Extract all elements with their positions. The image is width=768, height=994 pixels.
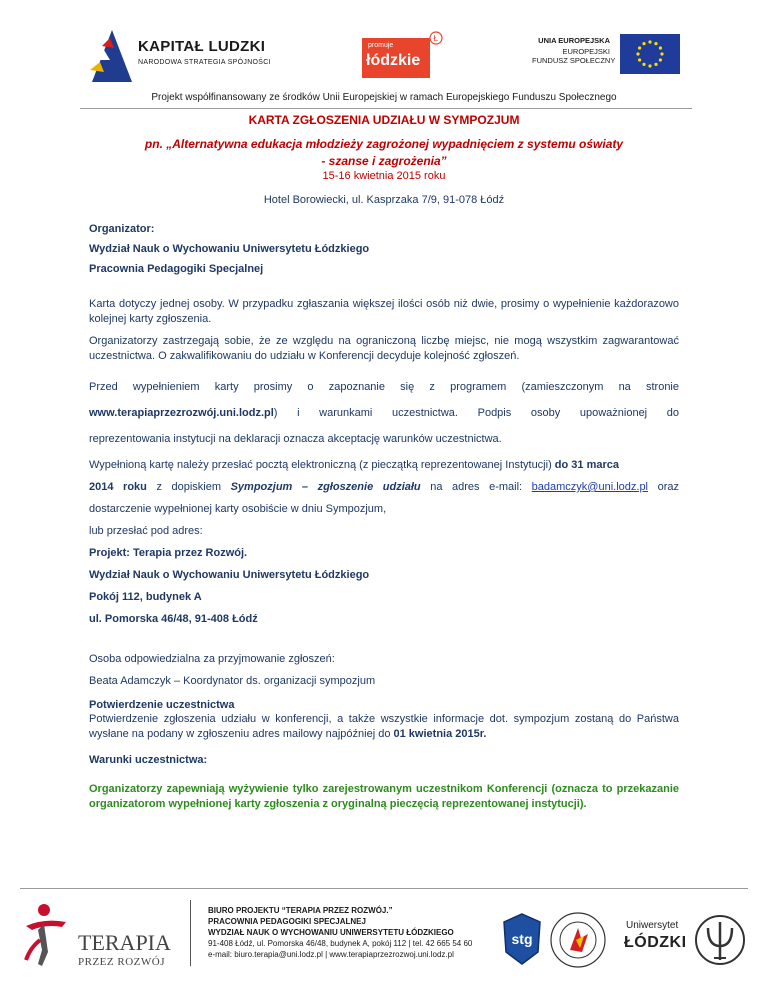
ul-word-2: ŁÓDZKI [624, 934, 687, 951]
terapia-big-text: TERAPIA [78, 930, 171, 955]
paragraph-one-person: Karta dotyczy jednej osoby. W przypadku zgłaszania większej ilości osób niż dwie, prosimy o wypełnienie każdorazowo kolejnej karty zgłoszenia. [89, 298, 679, 325]
confirmation-deadline: 01 kwietnia 2015r. [393, 728, 487, 740]
eu-line-3: FUNDUSZ SPOŁECZNY [532, 56, 616, 65]
submission-deadline-b: 2014 roku [89, 481, 147, 493]
paragraph-limited-places: Organizatorzy zastrzegają sobie, że ze względu na ograniczoną liczbę miejsc, nie mogą wszystkim zagwarantować uczestnictwa. O zakwalifikowaniu do udziału w Konferencji decyduje kolejność zgłoszeń. [89, 335, 679, 362]
svg-text:Ł: Ł [433, 34, 438, 43]
kapital-ludzki-emblem-icon [88, 26, 136, 86]
program-website-url[interactable]: www.terapiaprzezrozwój.uni.lodz.pl [89, 407, 274, 419]
address-project: Projekt: Terapia przez Rozwój. [89, 547, 248, 559]
contact-label: Osoba odpowiedzialna za przyjmowanie zgłoszeń: [89, 653, 335, 665]
contact-person: Beata Adamczyk – Koordynator ds. organizacji sympozjum [89, 675, 376, 687]
psi-icon [694, 912, 746, 968]
stg-text: stg [511, 931, 533, 947]
office-line-4: 91-408 Łódź, ul. Pomorska 46/48, budynek A, pokój 112 | tel. 42 665 54 60 [208, 939, 473, 948]
confirmation-paragraph [89, 712, 679, 742]
office-line-5: e-mail: biuro.terapia@uni.lodz.pl | www.terapiaprzezrozwoj.uni.lodz.pl [208, 950, 454, 959]
paragraph-program-line-1: Przed wypełnieniem karty prosimy o zapoznanie się z programem (zamieszczonym na stronie [89, 381, 679, 393]
paragraph-program-line-3: reprezentowania instytucji na deklaracji oznacza akceptację warunków uczestnictwa. [89, 433, 502, 445]
kapital-ludzki-title: KAPITAŁ LUDZKI [138, 38, 266, 55]
office-line-3: WYDZIAŁ NAUK O WYCHOWANIU UNIWERSYTETU ŁÓDZKIEGO [208, 928, 454, 937]
eu-line-2: EUROPEJSKI [562, 47, 610, 56]
eu-flag-icon [620, 34, 680, 74]
event-name-line-1: pn. „Alternatywna edukacja młodzieży zagrożonej wypadnięciem z systemu oświaty [144, 137, 624, 151]
submission-email-link[interactable]: badamczyk@uni.lodz.pl [531, 481, 649, 493]
office-line-1: BIURO PROJEKTU “TERAPIA PRZEZ ROZWÓJ.” [208, 906, 393, 915]
seal-emblem-icon [548, 910, 608, 970]
conditions-text: Organizatorzy zapewniają wyżywienie tylko zarejestrowanym uczestnikom Konferencji (oznacza to przekazanie organizatorom wypełnionej karty zgłoszenia z oryginalną pieczęcią reprezentowanej instytucji). [89, 783, 679, 810]
organizer-department: Pracownia Pedagogiki Specjalnej [89, 263, 264, 275]
eu-social-fund-logo [532, 34, 682, 76]
university-of-lodz-logo [614, 914, 688, 966]
paragraph-program-line-2 [89, 406, 679, 421]
paragraph-program-line-2-rest: ) i warunkami uczestnictwa. Podpis osoby upoważnionej do [273, 407, 679, 419]
confirmation-text: Potwierdzenie zgłoszenia udziału w konferencji, a także wszystkie informacje dot. sympozjum zostaną do Państwa wysłane na podany w zgłoszeniu adres mailowy najpóźniej do [89, 713, 679, 740]
submission-mid-1: z dopiskiem [146, 481, 231, 493]
organizer-label: Organizator: [89, 223, 155, 235]
address-room: Pokój 112, budynek A [89, 591, 202, 603]
paragraph-submission-line-1 [89, 458, 679, 473]
terapia-przez-rozwoj-logo [22, 900, 182, 970]
funding-note: Projekt współfinansowany ze środków Unii Europejskiej w ramach Europejskiego Funduszu Społecznego [151, 92, 617, 103]
terapia-figure-icon [22, 900, 72, 970]
lodzkie-small-text: promuje [368, 42, 394, 49]
submission-subject: Sympozjum – zgłoszenie udziału [230, 481, 421, 493]
footer-vertical-divider [190, 900, 191, 966]
submission-end: oraz [648, 481, 679, 493]
university-seal-logo [548, 910, 608, 970]
lodzkie-big-text: łódzkie [366, 52, 421, 69]
submission-deadline-a: do 31 marca [554, 459, 619, 471]
event-venue: Hotel Borowiecki, ul. Kasprzaka 7/9, 91-078 Łódź [263, 194, 505, 206]
form-title: KARTA ZGŁOSZENIA UDZIAŁU W SYMPOZJUM [248, 113, 520, 127]
header-divider [80, 108, 692, 109]
kapital-ludzki-subtitle: NARODOWA STRATEGIA SPÓJNOŚCI [138, 59, 271, 66]
footer-divider [20, 888, 748, 889]
organizer-faculty: Wydział Nauk o Wychowaniu Uniwersytetu Łódzkiego [89, 243, 370, 255]
eu-line-1: UNIA EUROPEJSKA [538, 36, 610, 45]
conditions-heading: Warunki uczestnictwa: [89, 754, 208, 766]
project-office-info [208, 905, 472, 960]
kapital-ludzki-logo [88, 26, 288, 86]
stg-logo [500, 912, 544, 966]
terapia-small-text: PRZEZ ROZWÓJ [78, 956, 165, 968]
submission-text-start: Wypełnioną kartę należy przesłać pocztą elektroniczną (z pieczątką reprezentowanej Instytucji) [89, 459, 555, 471]
paragraph-submission-line-3: dostarczenie wypełnionej karty osobiście w dniu Sympozjum, [89, 503, 387, 515]
paragraph-postal-intro: lub przesłać pod adres: [89, 525, 203, 537]
promuje-lodzkie-logo [360, 30, 450, 82]
office-line-2: PRACOWNIA PEDAGOGIKI SPECJALNEJ [208, 917, 366, 926]
address-faculty: Wydział Nauk o Wychowaniu Uniwersytetu Łódzkiego [89, 569, 370, 581]
submission-mid-2: na adres e-mail: [420, 481, 532, 493]
ul-word-1: Uniwersytet [626, 920, 679, 931]
event-dates: 15-16 kwietnia 2015 roku [322, 170, 446, 182]
address-street: ul. Pomorska 46/48, 91-408 Łódź [89, 613, 258, 625]
stg-emblem-icon [500, 912, 544, 966]
confirmation-heading: Potwierdzenie uczestnictwa [89, 699, 235, 711]
paragraph-submission-line-2 [89, 480, 679, 495]
psi-symbol-logo [694, 912, 746, 968]
event-name-line-2: - szanse i zagrożenia” [321, 154, 447, 168]
